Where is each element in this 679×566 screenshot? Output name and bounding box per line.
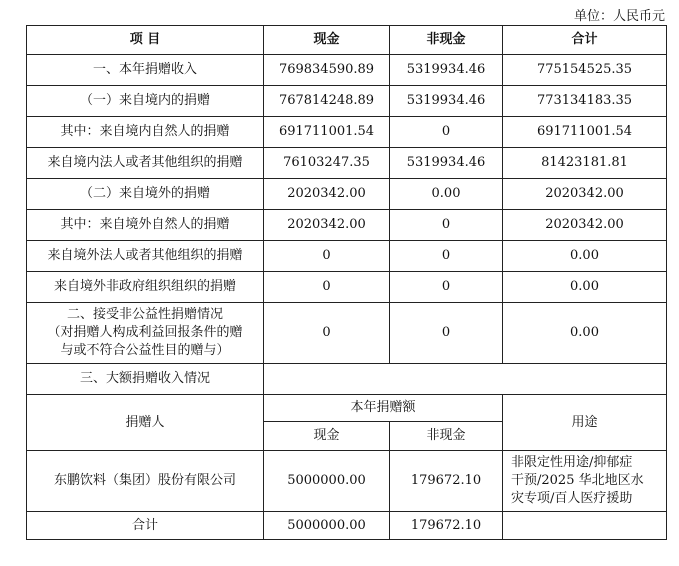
donor-header: 捐赠人 [27, 395, 264, 451]
nonpublic-total: 0.00 [503, 303, 667, 364]
table-header-row [27, 26, 667, 55]
row-item: 来自境外非政府组织组织的捐赠 [27, 272, 264, 303]
amount-header: 本年捐赠额 [264, 395, 503, 422]
row-total: 691711001.54 [503, 117, 667, 148]
header-noncash: 非现金 [390, 26, 503, 55]
table-row [27, 55, 667, 86]
donor-name: 东鹏饮料（集团）股份有限公司 [27, 451, 264, 512]
section-empty-cell [264, 364, 667, 395]
row-total: 0.00 [503, 272, 667, 303]
table-row [27, 272, 667, 303]
donor-use-line: 干预/2025 华北地区水 [511, 473, 644, 488]
large-header-row [27, 395, 667, 422]
nonpublic-item-line: 与或不符合公益性目的赠与） [60, 343, 230, 358]
row-cash: 2020342.00 [264, 210, 390, 241]
row-noncash: 0 [390, 210, 503, 241]
table-row [27, 179, 667, 210]
table-row [27, 117, 667, 148]
nonpublic-row [27, 303, 667, 364]
row-item: 其中：来自境外自然人的捐赠 [27, 210, 264, 241]
row-cash: 691711001.54 [264, 117, 390, 148]
row-noncash: 5319934.46 [390, 55, 503, 86]
nonpublic-item-line: 二、接受非公益性捐赠情况 [66, 307, 223, 322]
row-cash: 0 [264, 272, 390, 303]
row-total: 81423181.81 [503, 148, 667, 179]
donor-row [27, 451, 667, 512]
row-noncash: 0 [390, 241, 503, 272]
donor-use-line: 灾专项/百人医疗援助 [511, 491, 633, 506]
header-item: 项 目 [27, 26, 264, 55]
row-total: 773134183.35 [503, 86, 667, 117]
table-row [27, 210, 667, 241]
large-donation-section-row [27, 364, 667, 395]
donor-noncash: 179672.10 [390, 451, 503, 512]
row-cash: 2020342.00 [264, 179, 390, 210]
row-noncash: 5319934.46 [390, 148, 503, 179]
nonpublic-noncash: 0 [390, 303, 503, 364]
noncash-subheader: 非现金 [390, 422, 503, 451]
use-header: 用途 [503, 395, 667, 451]
row-cash: 76103247.35 [264, 148, 390, 179]
row-item: 来自境外法人或者其他组织的捐赠 [27, 241, 264, 272]
table-row [27, 86, 667, 117]
row-cash: 769834590.89 [264, 55, 390, 86]
row-total: 0.00 [503, 241, 667, 272]
row-item: 来自境内法人或者其他组织的捐赠 [27, 148, 264, 179]
donation-income-table [26, 25, 667, 540]
row-noncash: 0.00 [390, 179, 503, 210]
row-total: 775154525.35 [503, 55, 667, 86]
row-noncash: 0 [390, 117, 503, 148]
table-row [27, 148, 667, 179]
large-donation-section-title: 三、大额捐赠收入情况 [27, 364, 264, 395]
donor-use [503, 451, 667, 512]
total-cash: 5000000.00 [264, 512, 390, 540]
nonpublic-cash: 0 [264, 303, 390, 364]
row-total: 2020342.00 [503, 210, 667, 241]
total-label: 合计 [27, 512, 264, 540]
cash-subheader: 现金 [264, 422, 390, 451]
total-use [503, 512, 667, 540]
nonpublic-item [27, 303, 264, 364]
total-row [27, 512, 667, 540]
row-noncash: 0 [390, 272, 503, 303]
row-total: 2020342.00 [503, 179, 667, 210]
row-cash: 767814248.89 [264, 86, 390, 117]
header-total: 合计 [503, 26, 667, 55]
row-item: 一、本年捐赠收入 [27, 55, 264, 86]
row-item: （二）来自境外的捐赠 [27, 179, 264, 210]
table-row [27, 241, 667, 272]
donor-use-line: 非限定性用途/抑郁症 [511, 455, 633, 470]
header-cash: 现金 [264, 26, 390, 55]
row-cash: 0 [264, 241, 390, 272]
row-noncash: 5319934.46 [390, 86, 503, 117]
row-item: （一）来自境内的捐赠 [27, 86, 264, 117]
nonpublic-item-line: （对捐赠人构成利益回报条件的赠 [47, 325, 243, 340]
row-item: 其中：来自境内自然人的捐赠 [27, 117, 264, 148]
total-noncash: 179672.10 [390, 512, 503, 540]
unit-label: 单位：人民币元 [573, 9, 665, 24]
donor-cash: 5000000.00 [264, 451, 390, 512]
